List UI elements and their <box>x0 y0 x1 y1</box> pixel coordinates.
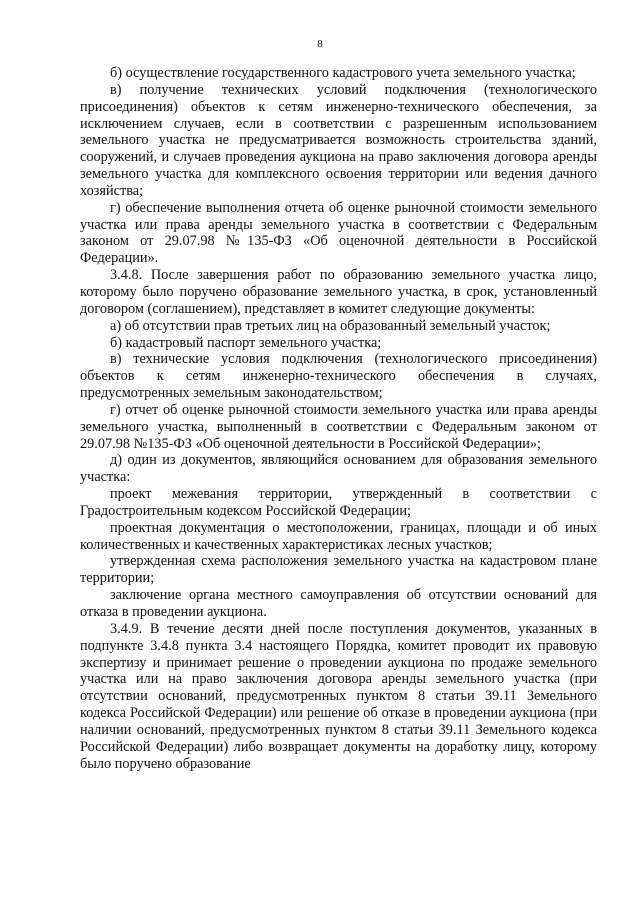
document-body <box>80 65 597 772</box>
paragraph-b-cadastral-passport: б) кадастровый паспорт земельного участка; <box>110 334 382 351</box>
paragraph-d-basis-documents: д) один из документов, являющийся основанием для образования земельного участка: <box>80 452 597 486</box>
paragraph-b-cadastral-registration: б) осуществление государственного кадастрового учета земельного участка; <box>110 65 576 81</box>
paragraph-v-technical-conditions: в) получение технических условий подключения (технологического присоединения) объектов к сетям инженерно-технического обеспечения, за исключением случаев, если в соответствии с разрешенным использованием земельного участка не предусматривается возможность строительства зданий, сооружений, и случаев проведения аукциона на право заключения договора аренды земельного участка для комплексного освоения территории или ведения дачного хозяйства; <box>80 81 597 199</box>
paragraph-local-authority-conclusion: заключение органа местного самоуправления об отсутствии оснований для отказа в проведении аукциона. <box>80 587 597 620</box>
paragraph-g-valuation-report: г) обеспечение выполнения отчета об оценке рыночной стоимости земельного участка или права аренды земельного участка в соответствии с Федеральным законом от 29.07.98 №135-ФЗ «Об оценочной деятельности в Российской Федерации». <box>80 199 597 267</box>
page-number: 8 <box>317 38 323 50</box>
paragraph-design-documentation: проектная документация о местоположении, границах, площади и об иных количественных и качественных характеристиках лесных участков; <box>80 519 597 553</box>
paragraph-a-no-third-party-rights: а) об отсутствии прав третьих лиц на образованный земельный участок; <box>110 317 551 334</box>
paragraph-v-connection-conditions: в) технические условия подключения (технологического присоединения) объектов к сетям инженерно-технического обеспечения в случаях, предусмотренных земельным законодательством; <box>80 351 597 402</box>
paragraph-survey-project: проект межевания территории, утвержденный в соответствии с Градостроительным кодексом Российской Федерации; <box>80 486 597 519</box>
paragraph-approved-scheme: утвержденная схема расположения земельного участка на кадастровом плане территории; <box>80 553 597 587</box>
paragraph-3-4-9: 3.4.9. В течение десяти дней после поступления документов, указанных в подпункте 3.4.8 пункта 3.4 настоящего Порядка, комитет проводит их правовую экспертизу и принимает решение о проведении аукциона по продаже земельного участка или на право заключения договора аренды земельного участка (при отсутствии оснований, предусмотренных пунктом 8 статьи 39.11 Земельного кодекса Российской Федерации) или решение об отказе в проведении аукциона (при наличии оснований, предусмотренных пунктом 8 статьи 39.11 Земельного кодекса Российской Федерации) либо возвращает документы на доработку лицу, которому было поручено образование <box>80 620 597 772</box>
paragraph-3-4-8: 3.4.8. После завершения работ по образованию земельного участка лицо, которому было поручено образование земельного участка, в срок, установленный договором (соглашением), представляет в комитет следующие документы: <box>80 267 597 317</box>
paragraph-g-valuation-report-completed: г) отчет об оценке рыночной стоимости земельного участка или права аренды земельного участка, выполненный в соответствии с Федеральным законом от 29.07.98 №135-ФЗ «Об оценочной деятельности в Российской Федерации»; <box>80 401 597 452</box>
